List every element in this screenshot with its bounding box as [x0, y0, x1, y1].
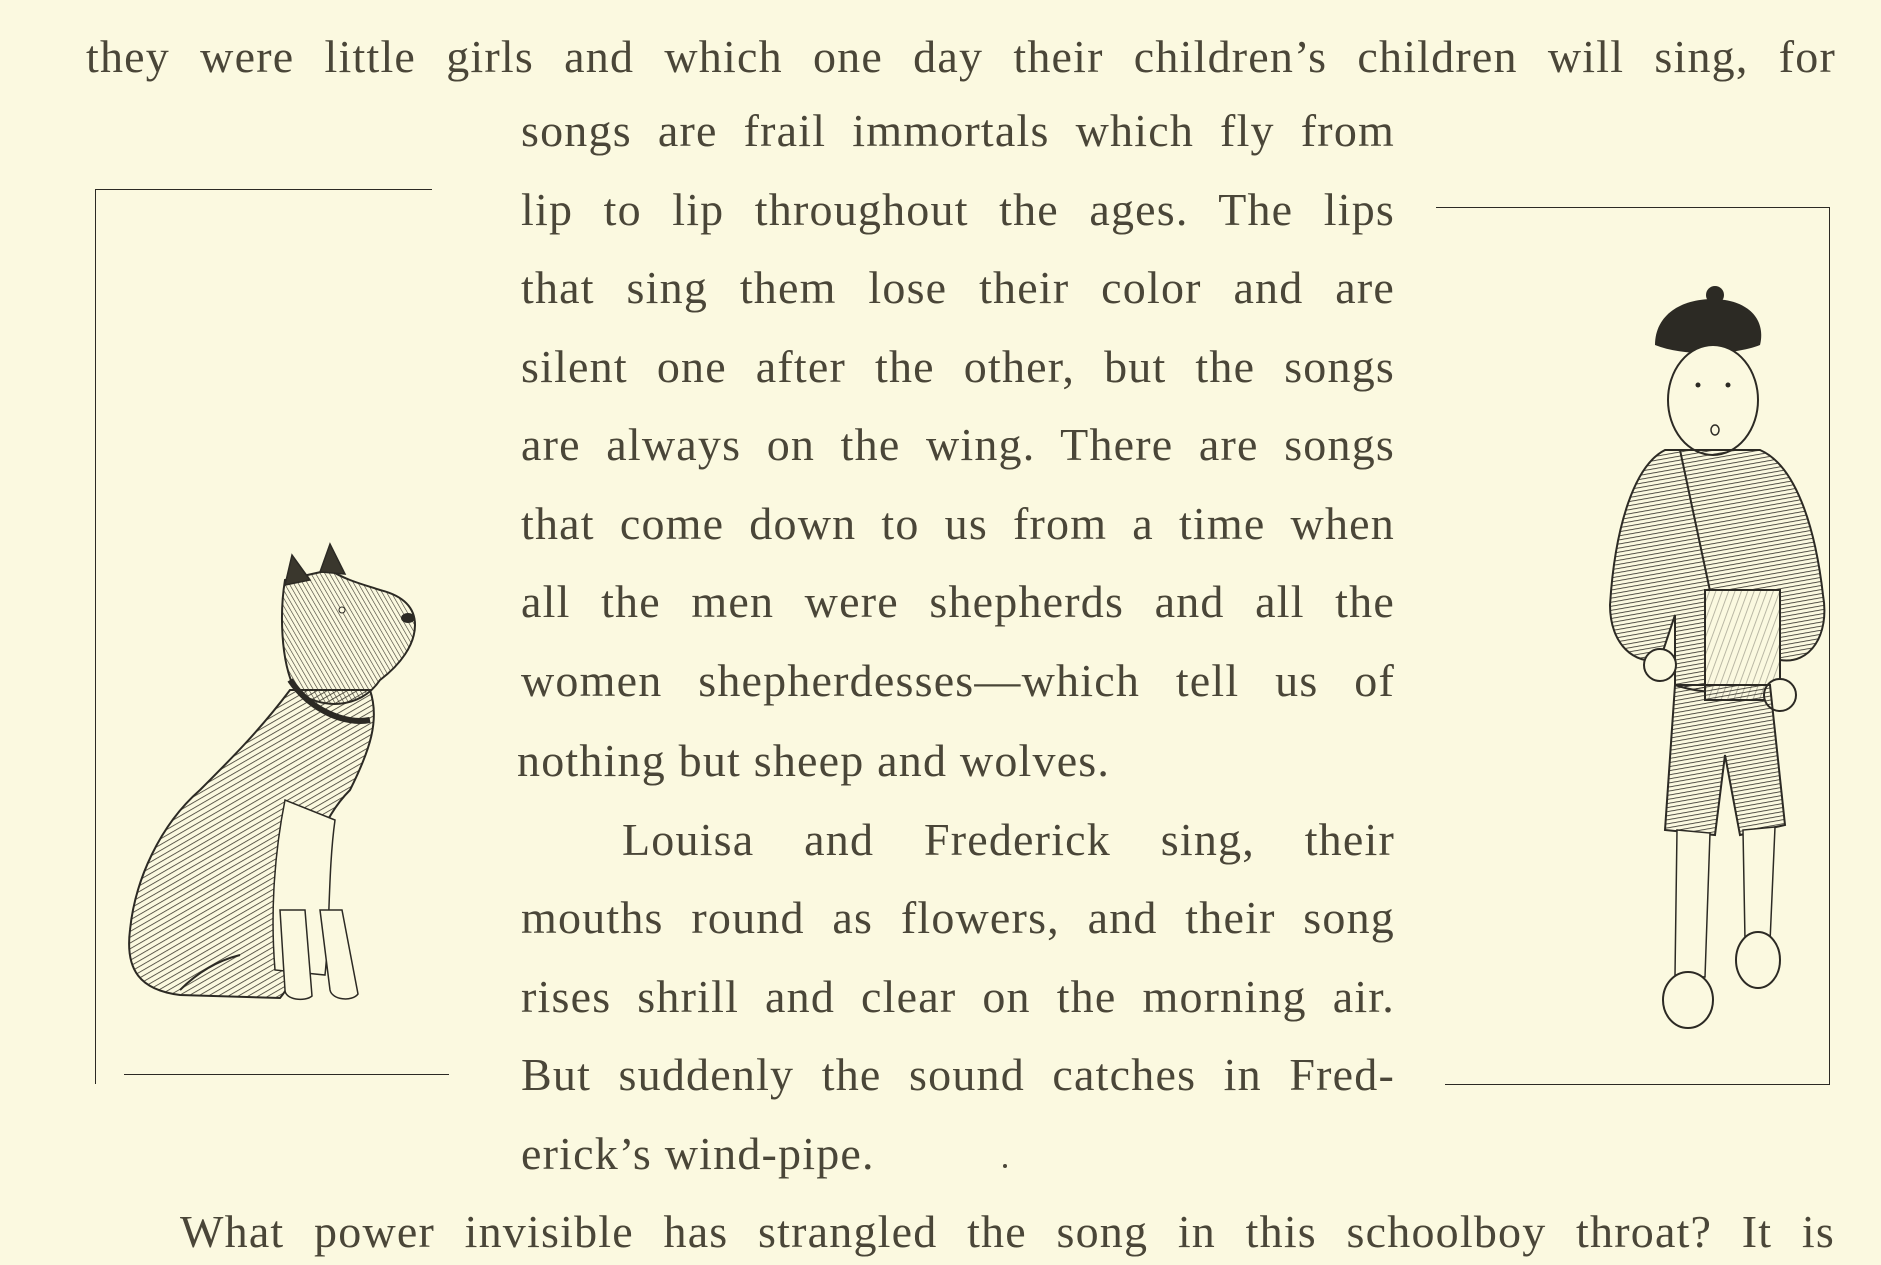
column-line-2: lip to lip throughout the ages. The lips [521, 184, 1395, 235]
column-line-3: that sing them lose their color and are [521, 262, 1395, 313]
column-line-4: silent one after the other, but the songs [521, 341, 1395, 392]
column-line-11: mouths round as flowers, and their song [521, 892, 1395, 943]
column-line-14: erick’s wind-pipe. [521, 1128, 875, 1179]
text-line-top: they were little girls and which one day their children’s children will sing, for [86, 31, 1836, 82]
schoolboy-illustration [1565, 285, 1835, 1035]
column-line-13: But suddenly the sound catches in Fred- [521, 1049, 1395, 1100]
column-line-8: women shepherdesses—which tell us of [521, 655, 1395, 706]
right-illustration-frame-bottom [1445, 1084, 1830, 1085]
column-line-9: nothing but sheep and wolves. [517, 735, 1111, 786]
dog-illustration [80, 550, 430, 1020]
text-line-bottom: What power invisible has strangled the song in this schoolboy throat? It is [180, 1206, 1835, 1257]
column-line-1: songs are frail immortals which fly from [521, 105, 1395, 156]
left-illustration-frame-top [95, 189, 432, 190]
column-line-10: Louisa and Frederick sing, their [622, 814, 1395, 865]
column-line-12: rises shrill and clear on the morning air. [521, 971, 1395, 1022]
column-line-5: are always on the wing. There are songs [521, 419, 1395, 470]
right-illustration-frame-top [1436, 207, 1830, 208]
left-illustration-frame-bottom [124, 1074, 449, 1075]
print-dot [1003, 1164, 1007, 1168]
column-line-6: that come down to us from a time when [521, 498, 1395, 549]
column-line-7: all the men were shepherds and all the [521, 576, 1395, 627]
